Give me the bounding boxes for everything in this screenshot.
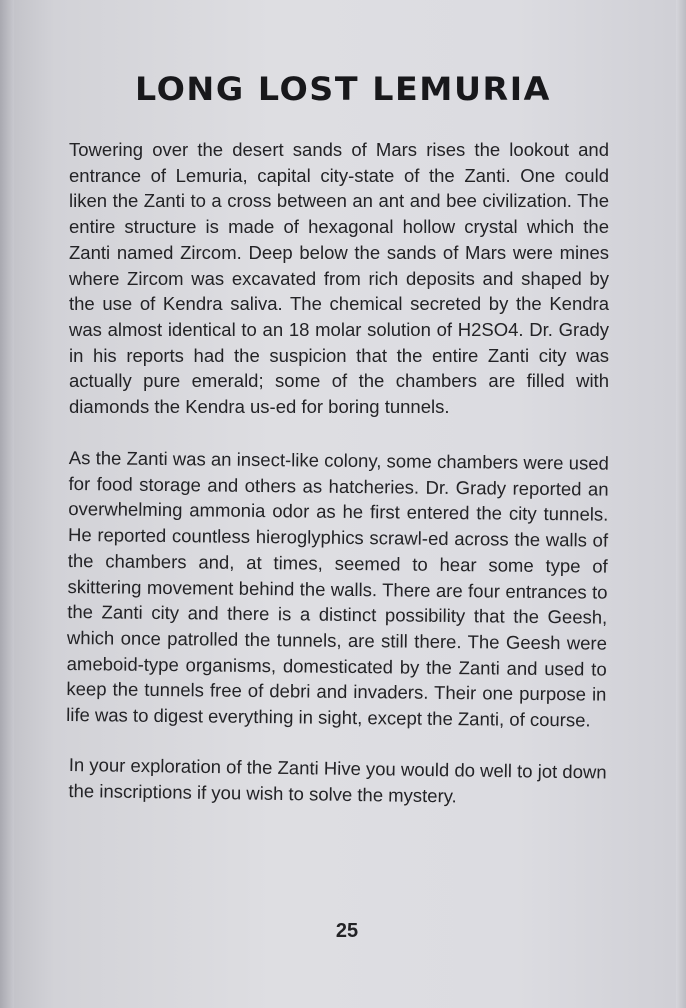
body-text: [66, 137, 609, 829]
page-number: 25: [335, 920, 359, 942]
page-gutter-shadow: [0, 0, 14, 1008]
paragraph-3: In your exploration of the Zanti Hive you would do well to jot down the inscriptions if you wish to solve the mystery.: [68, 754, 607, 807]
page-title: LONG LOST LEMURIA: [135, 70, 551, 108]
paragraph-2: As the Zanti was an insect-like colony, some chambers were used for food storage and others as hatcheries. Dr. Grady reported an overwhelming ammonia odor as he first entered the city tunnels. He reported countless hieroglyphics scrawl-ed across the walls of the chambers and, at times, seemed to hear some type of skittering movement behind the walls. There are four entrances to the Zanti city and there is a distinct possibility that the Geesh, which once patrolled the tunnels, are still there. The Geesh were ameboid-type organisms, domesticated by the Zanti and used to keep the tunnels free of debri and invaders. Their one purpose in life was to digest everything in sight, except the Zanti, of course.: [66, 446, 609, 731]
paragraph-1: Towering over the desert sands of Mars rises the lookout and entrance of Lemuria, capital city-state of the Zanti. One could liken the Zanti to a cross between an ant and bee civilization. The entire structure is made of hexagonal hollow crystal which the Zanti named Zircom. Deep below the sands of Mars were mines where Zircom was excavated from rich deposits and shaped by the use of Kendra saliva. The chemical secreted by the Kendra was almost identical to an 18 molar solution of H2SO4. Dr. Grady in his reports had the suspicion that the entire Zanti city was actually pure emerald; some of the chambers are filled with diamonds the Kendra us-ed for boring tunnels.: [69, 139, 609, 418]
page-edge-shadow: [676, 0, 686, 1008]
